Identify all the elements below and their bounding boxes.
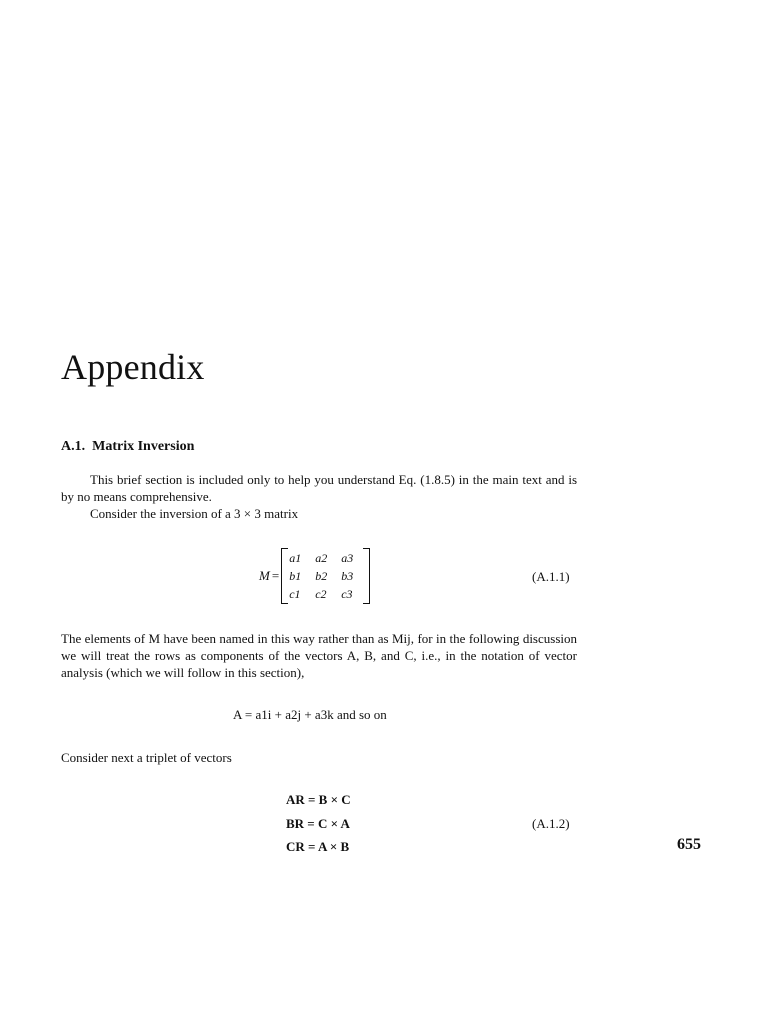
reciprocal-vector-ar: AR = B × C bbox=[286, 792, 351, 807]
page-number: 655 bbox=[677, 836, 701, 853]
matrix-cell-c1: c1 bbox=[289, 586, 301, 601]
paragraph-intro-2: Consider the inversion of a 3 × 3 matrix bbox=[90, 506, 299, 521]
equation-label-a-1-1: (A.1.1) bbox=[532, 569, 570, 584]
matrix-cell-b1: b1 bbox=[289, 568, 302, 583]
matrix-cell-c2: c2 bbox=[315, 586, 327, 601]
reciprocal-vector-br: BR = C × A bbox=[286, 816, 350, 831]
matrix-equals-sign: = bbox=[271, 568, 280, 583]
matrix-lhs: M bbox=[259, 568, 270, 583]
paragraph-elements-naming: The elements of M have been named in this way rather than as Mij, for in the following discussion we will treat the rows as components of the vectors A, B, and C, i.e., in the notation of vector analysis (which we will follow in this section), bbox=[61, 631, 577, 680]
vector-equation: A = a1i + a2j + a3k and so on bbox=[233, 707, 387, 722]
paragraph-intro-1: This brief section is included only to help you understand Eq. (1.8.5) in the main text and is by no means comprehensive. bbox=[61, 472, 577, 504]
matrix-cell-a1: a1 bbox=[289, 550, 302, 565]
paragraph-triplet-intro: Consider next a triplet of vectors bbox=[61, 750, 232, 765]
equation-label-a-1-2: (A.1.2) bbox=[532, 816, 570, 831]
matrix-grid bbox=[288, 549, 363, 603]
matrix-cell-b3: b3 bbox=[341, 568, 354, 583]
matrix-cell-c3: c3 bbox=[341, 586, 353, 601]
section-heading bbox=[61, 438, 194, 456]
section-number: A.1. bbox=[61, 439, 86, 454]
section-title: Matrix Inversion bbox=[92, 439, 195, 454]
matrix-right-bracket bbox=[363, 548, 370, 604]
matrix-cell-a3: a3 bbox=[341, 550, 354, 565]
matrix-equation bbox=[259, 549, 370, 603]
chapter-title: Appendix bbox=[61, 347, 205, 387]
matrix-left-bracket bbox=[281, 548, 288, 604]
matrix-cell-a2: a2 bbox=[315, 550, 328, 565]
reciprocal-vector-cr: CR = A × B bbox=[286, 839, 350, 854]
matrix-cell-b2: b2 bbox=[315, 568, 328, 583]
